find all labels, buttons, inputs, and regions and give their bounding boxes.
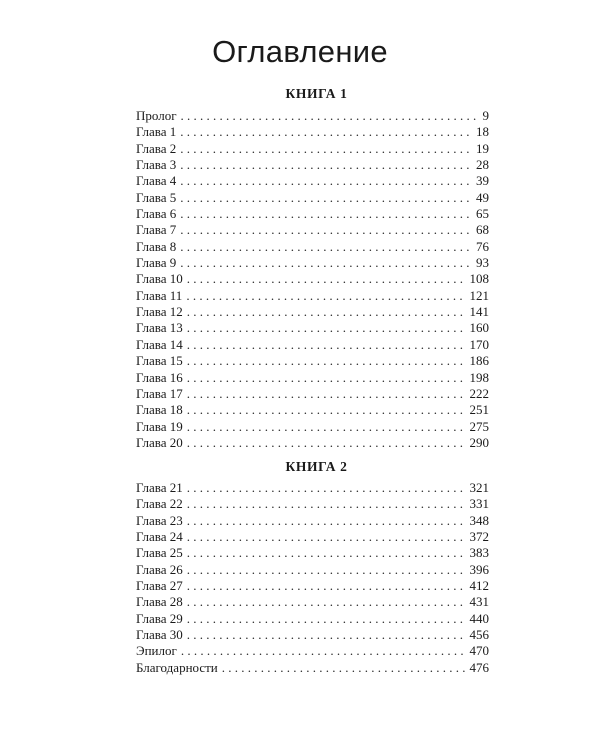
toc-entry bbox=[136, 627, 489, 643]
toc-entry bbox=[136, 660, 489, 676]
toc-entry-page-number: 19 bbox=[476, 140, 489, 156]
dot-leader bbox=[187, 545, 466, 561]
book-2-section bbox=[136, 457, 489, 676]
toc-entry bbox=[136, 337, 489, 353]
toc-entry-page-number: 383 bbox=[469, 545, 489, 561]
toc-entry-page-number: 108 bbox=[469, 271, 489, 287]
dot-leader bbox=[187, 370, 466, 386]
toc-entry-title: Глава 3 bbox=[136, 157, 177, 173]
book-1-heading: КНИГА 1 bbox=[285, 86, 348, 101]
toc-entry-page-number: 372 bbox=[469, 529, 489, 545]
toc-entry bbox=[136, 288, 489, 304]
toc-entry-page-number: 476 bbox=[469, 659, 489, 675]
toc-entry-title: Глава 22 bbox=[136, 496, 183, 512]
dot-leader bbox=[187, 271, 466, 287]
toc-entry-title: Глава 19 bbox=[136, 418, 183, 434]
toc-entry-page-number: 251 bbox=[469, 402, 489, 418]
toc-entry-title: Глава 8 bbox=[136, 238, 177, 254]
toc-entry-title: Эпилог bbox=[136, 643, 177, 659]
toc-entry-title: Глава 1 bbox=[136, 124, 177, 140]
toc-entry bbox=[136, 190, 489, 206]
toc-entry-page-number: 440 bbox=[469, 610, 489, 626]
dot-leader bbox=[187, 480, 466, 496]
toc-entry-title: Глава 14 bbox=[136, 336, 183, 352]
toc-entry bbox=[136, 529, 489, 545]
toc-entry-title: Глава 25 bbox=[136, 545, 183, 561]
toc-entry-page-number: 141 bbox=[469, 304, 489, 320]
toc-entry bbox=[136, 562, 489, 578]
dot-leader bbox=[187, 529, 466, 545]
toc-entry-title: Глава 21 bbox=[136, 480, 183, 495]
toc-entry bbox=[136, 239, 489, 255]
toc-entry-title: Глава 7 bbox=[136, 222, 177, 238]
toc-entry-title: Благодарности bbox=[136, 659, 218, 675]
toc-entry-page-number: 93 bbox=[476, 255, 489, 271]
toc-entry bbox=[136, 353, 489, 369]
toc-entry-title: Глава 28 bbox=[136, 594, 183, 610]
toc-entry-title: Пролог bbox=[136, 108, 177, 123]
dot-leader bbox=[180, 255, 472, 271]
book-2-toc-list bbox=[136, 480, 489, 676]
toc-entry-page-number: 28 bbox=[476, 157, 489, 173]
toc-entry bbox=[136, 419, 489, 435]
toc-entry-title: Глава 18 bbox=[136, 402, 183, 418]
toc-entry-page-number: 65 bbox=[476, 206, 489, 222]
dot-leader bbox=[180, 157, 472, 173]
dot-leader bbox=[222, 660, 466, 676]
toc-entry bbox=[136, 320, 489, 336]
dot-leader bbox=[180, 206, 472, 222]
dot-leader bbox=[180, 222, 472, 238]
dot-leader bbox=[181, 108, 479, 124]
toc-entry bbox=[136, 124, 489, 140]
toc-entry-page-number: 68 bbox=[476, 222, 489, 238]
toc-entry-title: Глава 12 bbox=[136, 304, 183, 320]
toc-entry-title: Глава 13 bbox=[136, 320, 183, 336]
toc-entry-page-number: 321 bbox=[469, 480, 489, 495]
toc-entry-title: Глава 11 bbox=[136, 287, 183, 303]
dot-leader bbox=[187, 627, 466, 643]
toc-entry-page-number: 121 bbox=[469, 287, 489, 303]
dot-leader bbox=[187, 386, 466, 402]
toc-entry bbox=[136, 480, 489, 496]
toc-entry bbox=[136, 402, 489, 418]
dot-leader bbox=[187, 353, 466, 369]
toc-entry-page-number: 331 bbox=[469, 496, 489, 512]
toc-entry-page-number: 18 bbox=[476, 124, 489, 140]
toc-entry bbox=[136, 513, 489, 529]
toc-entry bbox=[136, 611, 489, 627]
toc-entry bbox=[136, 157, 489, 173]
toc-entry bbox=[136, 173, 489, 189]
dot-leader bbox=[187, 402, 466, 418]
dot-leader bbox=[187, 578, 466, 594]
dot-leader bbox=[180, 141, 472, 157]
toc-entry-title: Глава 29 bbox=[136, 610, 183, 626]
toc-entry-title: Глава 26 bbox=[136, 561, 183, 577]
toc-entry-page-number: 198 bbox=[469, 369, 489, 385]
dot-leader bbox=[187, 594, 466, 610]
toc-entry bbox=[136, 255, 489, 271]
book-1-toc-list bbox=[136, 108, 489, 451]
dot-leader bbox=[180, 173, 472, 189]
dot-leader bbox=[186, 288, 465, 304]
book-2-heading: КНИГА 2 bbox=[285, 459, 348, 474]
dot-leader bbox=[180, 124, 472, 140]
toc-entry-page-number: 76 bbox=[476, 238, 489, 254]
toc-entry-title: Глава 9 bbox=[136, 255, 177, 271]
dot-leader bbox=[187, 419, 466, 435]
toc-entry bbox=[136, 206, 489, 222]
toc-entry-page-number: 412 bbox=[469, 578, 489, 594]
toc-entry-page-number: 170 bbox=[469, 336, 489, 352]
dot-leader bbox=[187, 496, 466, 512]
toc-entry bbox=[136, 108, 489, 124]
book-1-section bbox=[136, 84, 489, 451]
toc-entry bbox=[136, 578, 489, 594]
toc-entry bbox=[136, 435, 489, 451]
toc-entry-title: Глава 17 bbox=[136, 385, 183, 401]
toc-entry-page-number: 275 bbox=[469, 418, 489, 434]
toc-entry bbox=[136, 545, 489, 561]
toc-entry-page-number: 396 bbox=[469, 561, 489, 577]
dot-leader bbox=[181, 643, 466, 659]
toc-entry-title: Глава 5 bbox=[136, 189, 177, 205]
toc-entry bbox=[136, 271, 489, 287]
toc-entry-title: Глава 23 bbox=[136, 512, 183, 528]
toc-entry-title: Глава 4 bbox=[136, 173, 177, 189]
toc-entry-page-number: 9 bbox=[482, 108, 489, 123]
toc-entry bbox=[136, 370, 489, 386]
toc-entry-page-number: 470 bbox=[469, 643, 489, 659]
toc-entry-page-number: 290 bbox=[469, 434, 489, 450]
toc-entry-page-number: 160 bbox=[469, 320, 489, 336]
toc-entry-title: Глава 15 bbox=[136, 353, 183, 369]
toc-entry-page-number: 431 bbox=[469, 594, 489, 610]
toc-entry-title: Глава 16 bbox=[136, 369, 183, 385]
toc-entry bbox=[136, 496, 489, 512]
toc-entry-title: Глава 6 bbox=[136, 206, 177, 222]
toc-entry-title: Глава 2 bbox=[136, 140, 177, 156]
dot-leader bbox=[187, 320, 466, 336]
toc-entry-title: Глава 27 bbox=[136, 578, 183, 594]
toc-entry-title: Глава 20 bbox=[136, 434, 183, 450]
dot-leader bbox=[187, 611, 466, 627]
toc-entry bbox=[136, 594, 489, 610]
toc-entry bbox=[136, 386, 489, 402]
page-title: Оглавление bbox=[212, 34, 388, 69]
dot-leader bbox=[187, 435, 466, 451]
toc-entry-title: Глава 30 bbox=[136, 627, 183, 643]
toc-entry bbox=[136, 141, 489, 157]
toc-entry-page-number: 456 bbox=[469, 627, 489, 643]
dot-leader bbox=[187, 304, 466, 320]
dot-leader bbox=[187, 513, 466, 529]
toc-entry-page-number: 49 bbox=[476, 189, 489, 205]
toc-entry-page-number: 348 bbox=[469, 512, 489, 528]
toc-entry-title: Глава 24 bbox=[136, 529, 183, 545]
dot-leader bbox=[187, 337, 466, 353]
toc-entry-page-number: 186 bbox=[469, 353, 489, 369]
toc-entry bbox=[136, 304, 489, 320]
dot-leader bbox=[187, 562, 466, 578]
dot-leader bbox=[180, 190, 472, 206]
dot-leader bbox=[180, 239, 472, 255]
toc-entry-page-number: 222 bbox=[469, 385, 489, 401]
toc-entry-page-number: 39 bbox=[476, 173, 489, 189]
toc-entry bbox=[136, 222, 489, 238]
toc-entry-title: Глава 10 bbox=[136, 271, 183, 287]
toc-entry bbox=[136, 643, 489, 659]
